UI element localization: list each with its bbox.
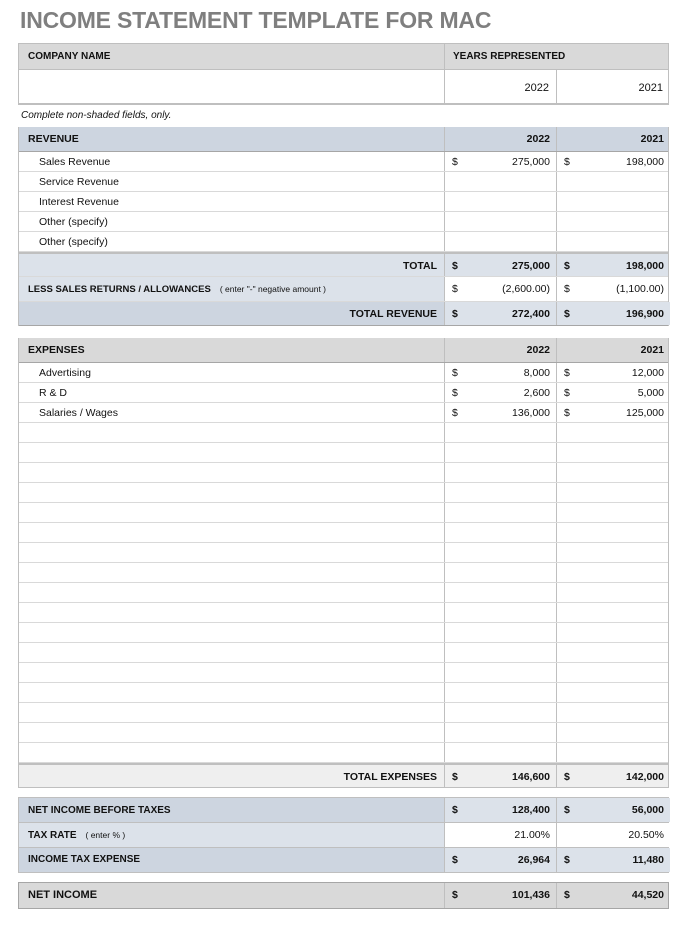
revenue-item-2021-value: 198,000	[626, 156, 664, 168]
expense-item-row	[19, 583, 668, 603]
currency-symbol: $	[452, 804, 458, 816]
currency-symbol: $	[452, 283, 458, 295]
expense-item-2022-input[interactable]	[444, 403, 556, 422]
returns-label: LESS SALES RETURNS / ALLOWANCES	[28, 284, 211, 295]
net-income-block	[18, 882, 669, 909]
income-tax-expense-2022: 26,964	[517, 854, 550, 866]
company-name-label: COMPANY NAME	[28, 51, 111, 62]
expense-item-2021-input[interactable]	[556, 503, 670, 522]
expense-item-2021-input[interactable]	[556, 703, 670, 722]
expense-item-2022-input[interactable]	[444, 743, 556, 762]
expense-item-row	[19, 403, 668, 423]
tax-rate-label: TAX RATE	[28, 830, 77, 841]
expense-item-2022-input[interactable]	[444, 503, 556, 522]
expenses-block	[18, 338, 669, 788]
expenses-year-1: 2022	[444, 338, 556, 362]
currency-symbol: $	[564, 308, 570, 320]
expense-item-2022-input[interactable]	[444, 683, 556, 702]
currency-symbol: $	[564, 283, 570, 295]
expense-item-row	[19, 623, 668, 643]
revenue-total-2021: 198,000	[626, 260, 664, 272]
income-tax-expense-row	[19, 848, 668, 872]
revenue-header: REVENUE	[28, 133, 79, 145]
tax-rate-2022-input[interactable]	[444, 823, 556, 847]
expenses-header: EXPENSES	[28, 344, 85, 356]
year-2-input[interactable]	[556, 70, 670, 103]
expense-item-row	[19, 363, 668, 383]
revenue-item-2021-input[interactable]	[556, 192, 670, 211]
expense-item-row	[19, 523, 668, 543]
expense-item-row	[19, 603, 668, 623]
expense-item-label[interactable]	[19, 743, 444, 762]
years-represented-label: YEARS REPRESENTED	[444, 44, 670, 69]
currency-symbol: $	[452, 854, 458, 866]
expense-item-2022-input[interactable]	[444, 623, 556, 642]
expense-item-2022-input[interactable]	[444, 643, 556, 662]
expense-item-row	[19, 723, 668, 743]
expense-item-label[interactable]	[19, 583, 444, 602]
expense-item-2021-input[interactable]	[556, 543, 670, 562]
expense-item-2021-input[interactable]	[556, 583, 670, 602]
currency-symbol: $	[452, 771, 458, 783]
currency-symbol: $	[564, 387, 570, 399]
expense-item-2021-input[interactable]	[556, 743, 670, 762]
expense-item-label[interactable]	[19, 723, 444, 742]
currency-symbol: $	[452, 407, 458, 419]
year-1-input[interactable]	[444, 70, 556, 103]
expense-item-label[interactable]	[19, 683, 444, 702]
expense-item-label[interactable]	[19, 643, 444, 662]
expense-item-2022-input[interactable]	[444, 663, 556, 682]
revenue-item-2022-input[interactable]	[444, 172, 556, 191]
company-name-input[interactable]	[19, 70, 444, 103]
company-block	[18, 43, 669, 105]
revenue-item-row	[19, 192, 668, 212]
currency-symbol: $	[564, 771, 570, 783]
expense-item-2022-input[interactable]	[444, 723, 556, 742]
total-revenue-2022: 272,400	[512, 308, 550, 320]
currency-symbol: $	[452, 260, 458, 272]
expense-item-label[interactable]	[19, 483, 444, 502]
currency-symbol: $	[564, 260, 570, 272]
currency-symbol: $	[452, 156, 458, 168]
expense-item-row	[19, 643, 668, 663]
expense-item-row	[19, 543, 668, 563]
income-tax-expense-2021: 11,480	[632, 854, 664, 866]
total-revenue-row	[19, 302, 668, 326]
expense-item-2022-input[interactable]	[444, 423, 556, 442]
expense-item-row	[19, 663, 668, 683]
net-income-2021: 44,520	[631, 889, 664, 901]
tax-rate-hint: ( enter % )	[85, 830, 126, 840]
revenue-year-1: 2022	[444, 127, 556, 151]
tax-rate-2021-input[interactable]	[556, 823, 670, 847]
returns-2022: (2,600.00)	[502, 283, 550, 295]
year-2-value: 2021	[638, 82, 663, 94]
revenue-item-row	[19, 232, 668, 252]
expense-item-2022-input[interactable]	[444, 703, 556, 722]
expense-item-2021-input[interactable]	[556, 383, 670, 402]
net-income-before-taxes-label: NET INCOME BEFORE TAXES	[28, 805, 171, 816]
expense-item-2021-input[interactable]	[556, 363, 670, 382]
net-income-before-taxes-row	[19, 798, 668, 823]
net-income-before-taxes-2021: 56,000	[631, 804, 664, 816]
expense-item-2022-input[interactable]	[444, 483, 556, 502]
expense-item-2021-input[interactable]	[556, 443, 670, 462]
expense-item-label[interactable]	[19, 443, 444, 462]
total-revenue-label: TOTAL REVENUE	[349, 308, 437, 320]
expense-item-row	[19, 743, 668, 763]
expense-item-2021-input[interactable]	[556, 483, 670, 502]
expense-item-2021-input[interactable]	[556, 603, 670, 622]
returns-hint: ( enter "-" negative amount )	[219, 284, 327, 294]
expense-item-2021-input[interactable]	[556, 623, 670, 642]
expense-item-2021-input[interactable]	[556, 563, 670, 582]
revenue-item-2021-input[interactable]	[556, 172, 670, 191]
expense-item-row	[19, 423, 668, 443]
expense-item-2021-input[interactable]	[556, 683, 670, 702]
net-income-2022: 101,436	[512, 889, 550, 901]
tax-rate-2022: 21.00%	[514, 829, 550, 841]
expense-item-2022-input[interactable]	[444, 443, 556, 462]
revenue-item-2022-input[interactable]	[444, 232, 556, 251]
net-income-row	[19, 883, 668, 908]
expense-item-label[interactable]	[19, 563, 444, 582]
expenses-year-2: 2021	[556, 338, 670, 362]
expense-item-2022-value: 8,000	[523, 367, 550, 379]
returns-2022-input[interactable]	[444, 277, 556, 301]
revenue-item-2021-input[interactable]	[556, 152, 670, 171]
expense-item-label[interactable]	[19, 603, 444, 622]
revenue-item-row	[19, 172, 668, 192]
currency-symbol: $	[564, 407, 570, 419]
expense-item-label[interactable]: R & D	[39, 387, 68, 399]
expense-item-row	[19, 563, 668, 583]
revenue-item-2022-input[interactable]	[444, 152, 556, 171]
currency-symbol: $	[452, 889, 458, 901]
expense-item-2021-input[interactable]	[556, 663, 670, 682]
expense-item-2021-input[interactable]	[556, 723, 670, 742]
expense-item-2022-input[interactable]	[444, 543, 556, 562]
expense-item-2021-value: 12,000	[631, 367, 664, 379]
returns-2021-input[interactable]	[556, 277, 670, 301]
expense-item-row	[19, 383, 668, 403]
expense-item-2021-input[interactable]	[556, 643, 670, 662]
expense-item-2021-value: 125,000	[626, 407, 664, 419]
revenue-item-row	[19, 212, 668, 232]
instructions-note: Complete non-shaded fields, only.	[21, 110, 172, 121]
revenue-item-2022-input[interactable]	[444, 212, 556, 231]
expense-item-row	[19, 683, 668, 703]
returns-2021: (1,100.00)	[616, 283, 664, 295]
currency-symbol: $	[564, 367, 570, 379]
expense-item-2022-input[interactable]	[444, 563, 556, 582]
total-expenses-2022: 146,600	[512, 771, 550, 783]
revenue-item-label[interactable]: Interest Revenue	[39, 196, 119, 208]
revenue-year-2: 2021	[556, 127, 670, 151]
revenue-item-2021-input[interactable]	[556, 232, 670, 251]
currency-symbol: $	[452, 387, 458, 399]
revenue-total-row	[19, 252, 668, 277]
expense-item-2022-input[interactable]	[444, 523, 556, 542]
expense-item-label[interactable]	[19, 663, 444, 682]
expense-item-2022-input[interactable]	[444, 583, 556, 602]
page-title: INCOME STATEMENT TEMPLATE FOR MAC	[20, 7, 492, 33]
expense-item-2021-input[interactable]	[556, 463, 670, 482]
expense-item-row	[19, 703, 668, 723]
expense-item-label[interactable]	[19, 523, 444, 542]
expense-item-label[interactable]	[19, 543, 444, 562]
revenue-total-label: TOTAL	[402, 260, 437, 272]
returns-row	[19, 277, 668, 302]
revenue-item-2022-input[interactable]	[444, 192, 556, 211]
expense-item-label[interactable]	[19, 423, 444, 442]
expense-item-label[interactable]	[19, 463, 444, 482]
revenue-item-label[interactable]: Service Revenue	[39, 176, 119, 188]
revenue-total-2022: 275,000	[512, 260, 550, 272]
currency-symbol: $	[564, 889, 570, 901]
year-1-value: 2022	[524, 82, 549, 94]
expense-item-label[interactable]	[19, 503, 444, 522]
expense-item-row	[19, 463, 668, 483]
income-tax-expense-label: INCOME TAX EXPENSE	[28, 854, 141, 865]
expense-item-label[interactable]	[19, 623, 444, 642]
net-income-before-taxes-2022: 128,400	[512, 804, 550, 816]
expense-item-label[interactable]: Salaries / Wages	[39, 407, 118, 419]
expense-item-row	[19, 503, 668, 523]
taxes-block	[18, 797, 669, 873]
net-income-label: NET INCOME	[28, 889, 98, 901]
expense-item-2022-input[interactable]	[444, 383, 556, 402]
expense-item-2021-value: 5,000	[637, 387, 664, 399]
revenue-item-label[interactable]: Other (specify)	[39, 236, 108, 248]
expense-item-2022-input[interactable]	[444, 603, 556, 622]
expense-item-label[interactable]: Advertising	[39, 367, 91, 379]
expense-item-2022-value: 136,000	[512, 407, 550, 419]
total-revenue-2021: 196,900	[626, 308, 664, 320]
expense-item-2022-input[interactable]	[444, 363, 556, 382]
currency-symbol: $	[452, 308, 458, 320]
expense-item-label[interactable]	[19, 703, 444, 722]
revenue-block	[18, 127, 669, 326]
expense-item-row	[19, 443, 668, 463]
expense-item-2021-input[interactable]	[556, 523, 670, 542]
expense-item-row	[19, 483, 668, 503]
total-expenses-row	[19, 763, 668, 788]
revenue-item-2021-input[interactable]	[556, 212, 670, 231]
currency-symbol: $	[564, 804, 570, 816]
currency-symbol: $	[564, 854, 570, 866]
revenue-item-2022-value: 275,000	[512, 156, 550, 168]
currency-symbol: $	[564, 156, 570, 168]
revenue-item-label[interactable]: Sales Revenue	[39, 156, 111, 168]
tax-rate-row	[19, 823, 668, 848]
expense-item-2021-input[interactable]	[556, 403, 670, 422]
revenue-item-label[interactable]: Other (specify)	[39, 216, 108, 228]
expense-item-2022-value: 2,600	[523, 387, 550, 399]
revenue-item-row	[19, 152, 668, 172]
expense-item-2022-input[interactable]	[444, 463, 556, 482]
expense-item-2021-input[interactable]	[556, 423, 670, 442]
total-expenses-label: TOTAL EXPENSES	[343, 771, 437, 783]
total-expenses-2021: 142,000	[626, 771, 664, 783]
currency-symbol: $	[452, 367, 458, 379]
tax-rate-2021: 20.50%	[628, 829, 664, 841]
